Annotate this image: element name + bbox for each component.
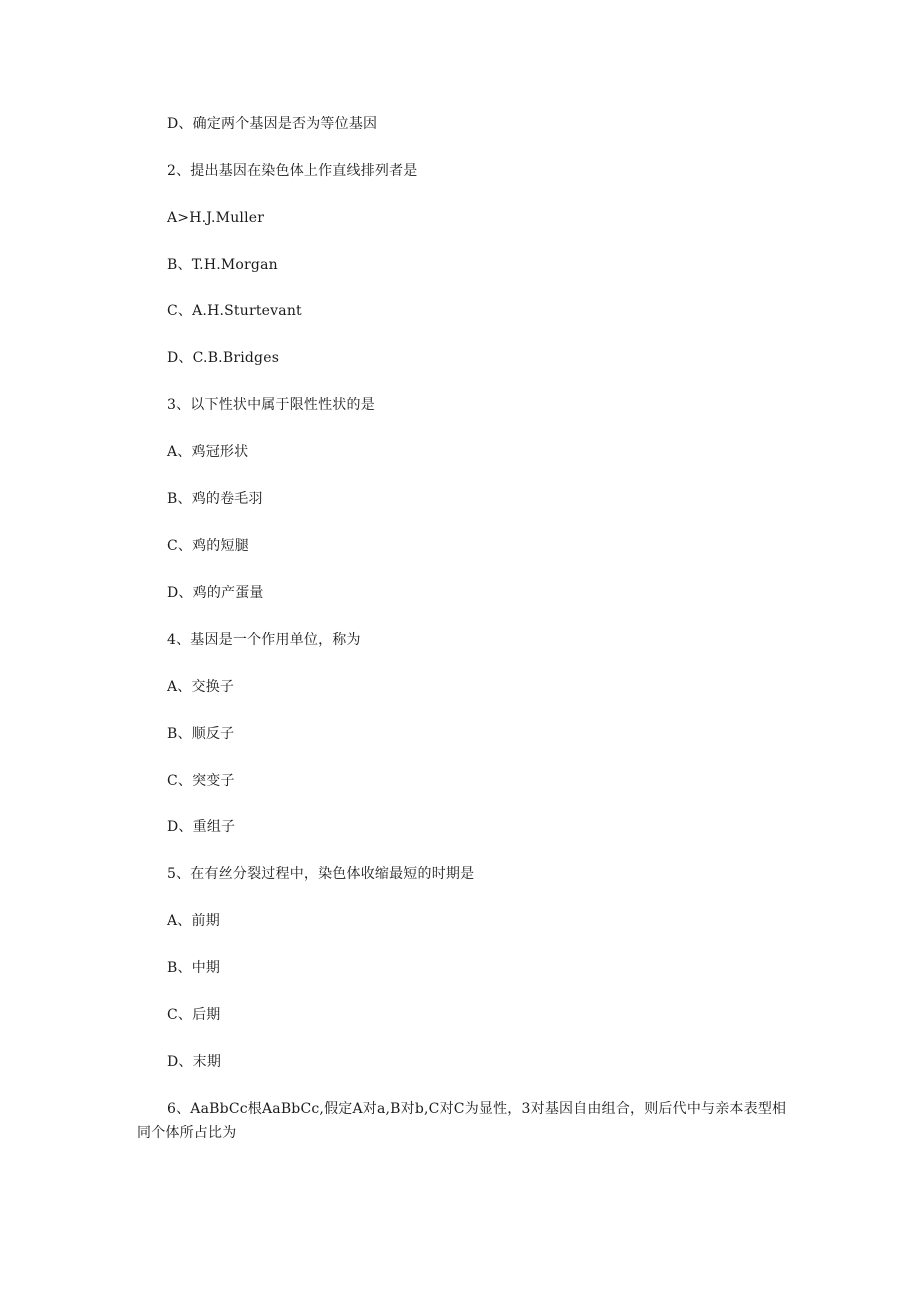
option-4a: A、交换子 — [167, 679, 235, 695]
option-2d: D、C.B.Bridges — [167, 350, 280, 366]
option-2b: B、T.H.Morgan — [167, 257, 278, 273]
option-5b: B、中期 — [167, 960, 221, 976]
question-4: 4、基因是一个作用单位，称为 — [167, 632, 361, 648]
option-5d: D、末期 — [167, 1054, 222, 1070]
option-3b: B、鸡的卷毛羽 — [167, 491, 263, 507]
option-2c: C、A.H.Sturtevant — [167, 303, 302, 319]
option-4b: B、顺反子 — [167, 726, 235, 742]
question-5: 5、在有丝分裂过程中，染色体收缩最短的时期是 — [167, 866, 475, 882]
question-6: 6、AaBbCc根AaBbCc,假定A对a,B对b,C对C为显性，3对基因自由组合，则后代中与亲本表型相同个体所占比为 — [137, 1101, 787, 1141]
option-3d: D、鸡的产蛋量 — [167, 585, 264, 601]
option-3a: A、鸡冠形状 — [167, 444, 249, 460]
option-4c: C、突变子 — [167, 773, 235, 789]
option-4d: D、重组子 — [167, 819, 236, 835]
question-2: 2、提出基因在染色体上作直线排列者是 — [167, 163, 418, 179]
option-1d: D、确定两个基因是否为等位基因 — [167, 116, 378, 132]
option-5a: A、前期 — [167, 913, 220, 929]
option-5c: C、后期 — [167, 1007, 221, 1023]
option-2a: A>H.J.Muller — [167, 210, 265, 226]
option-3c: C、鸡的短腿 — [167, 538, 249, 554]
question-3: 3、以下性状中属于限性性状的是 — [167, 397, 375, 413]
